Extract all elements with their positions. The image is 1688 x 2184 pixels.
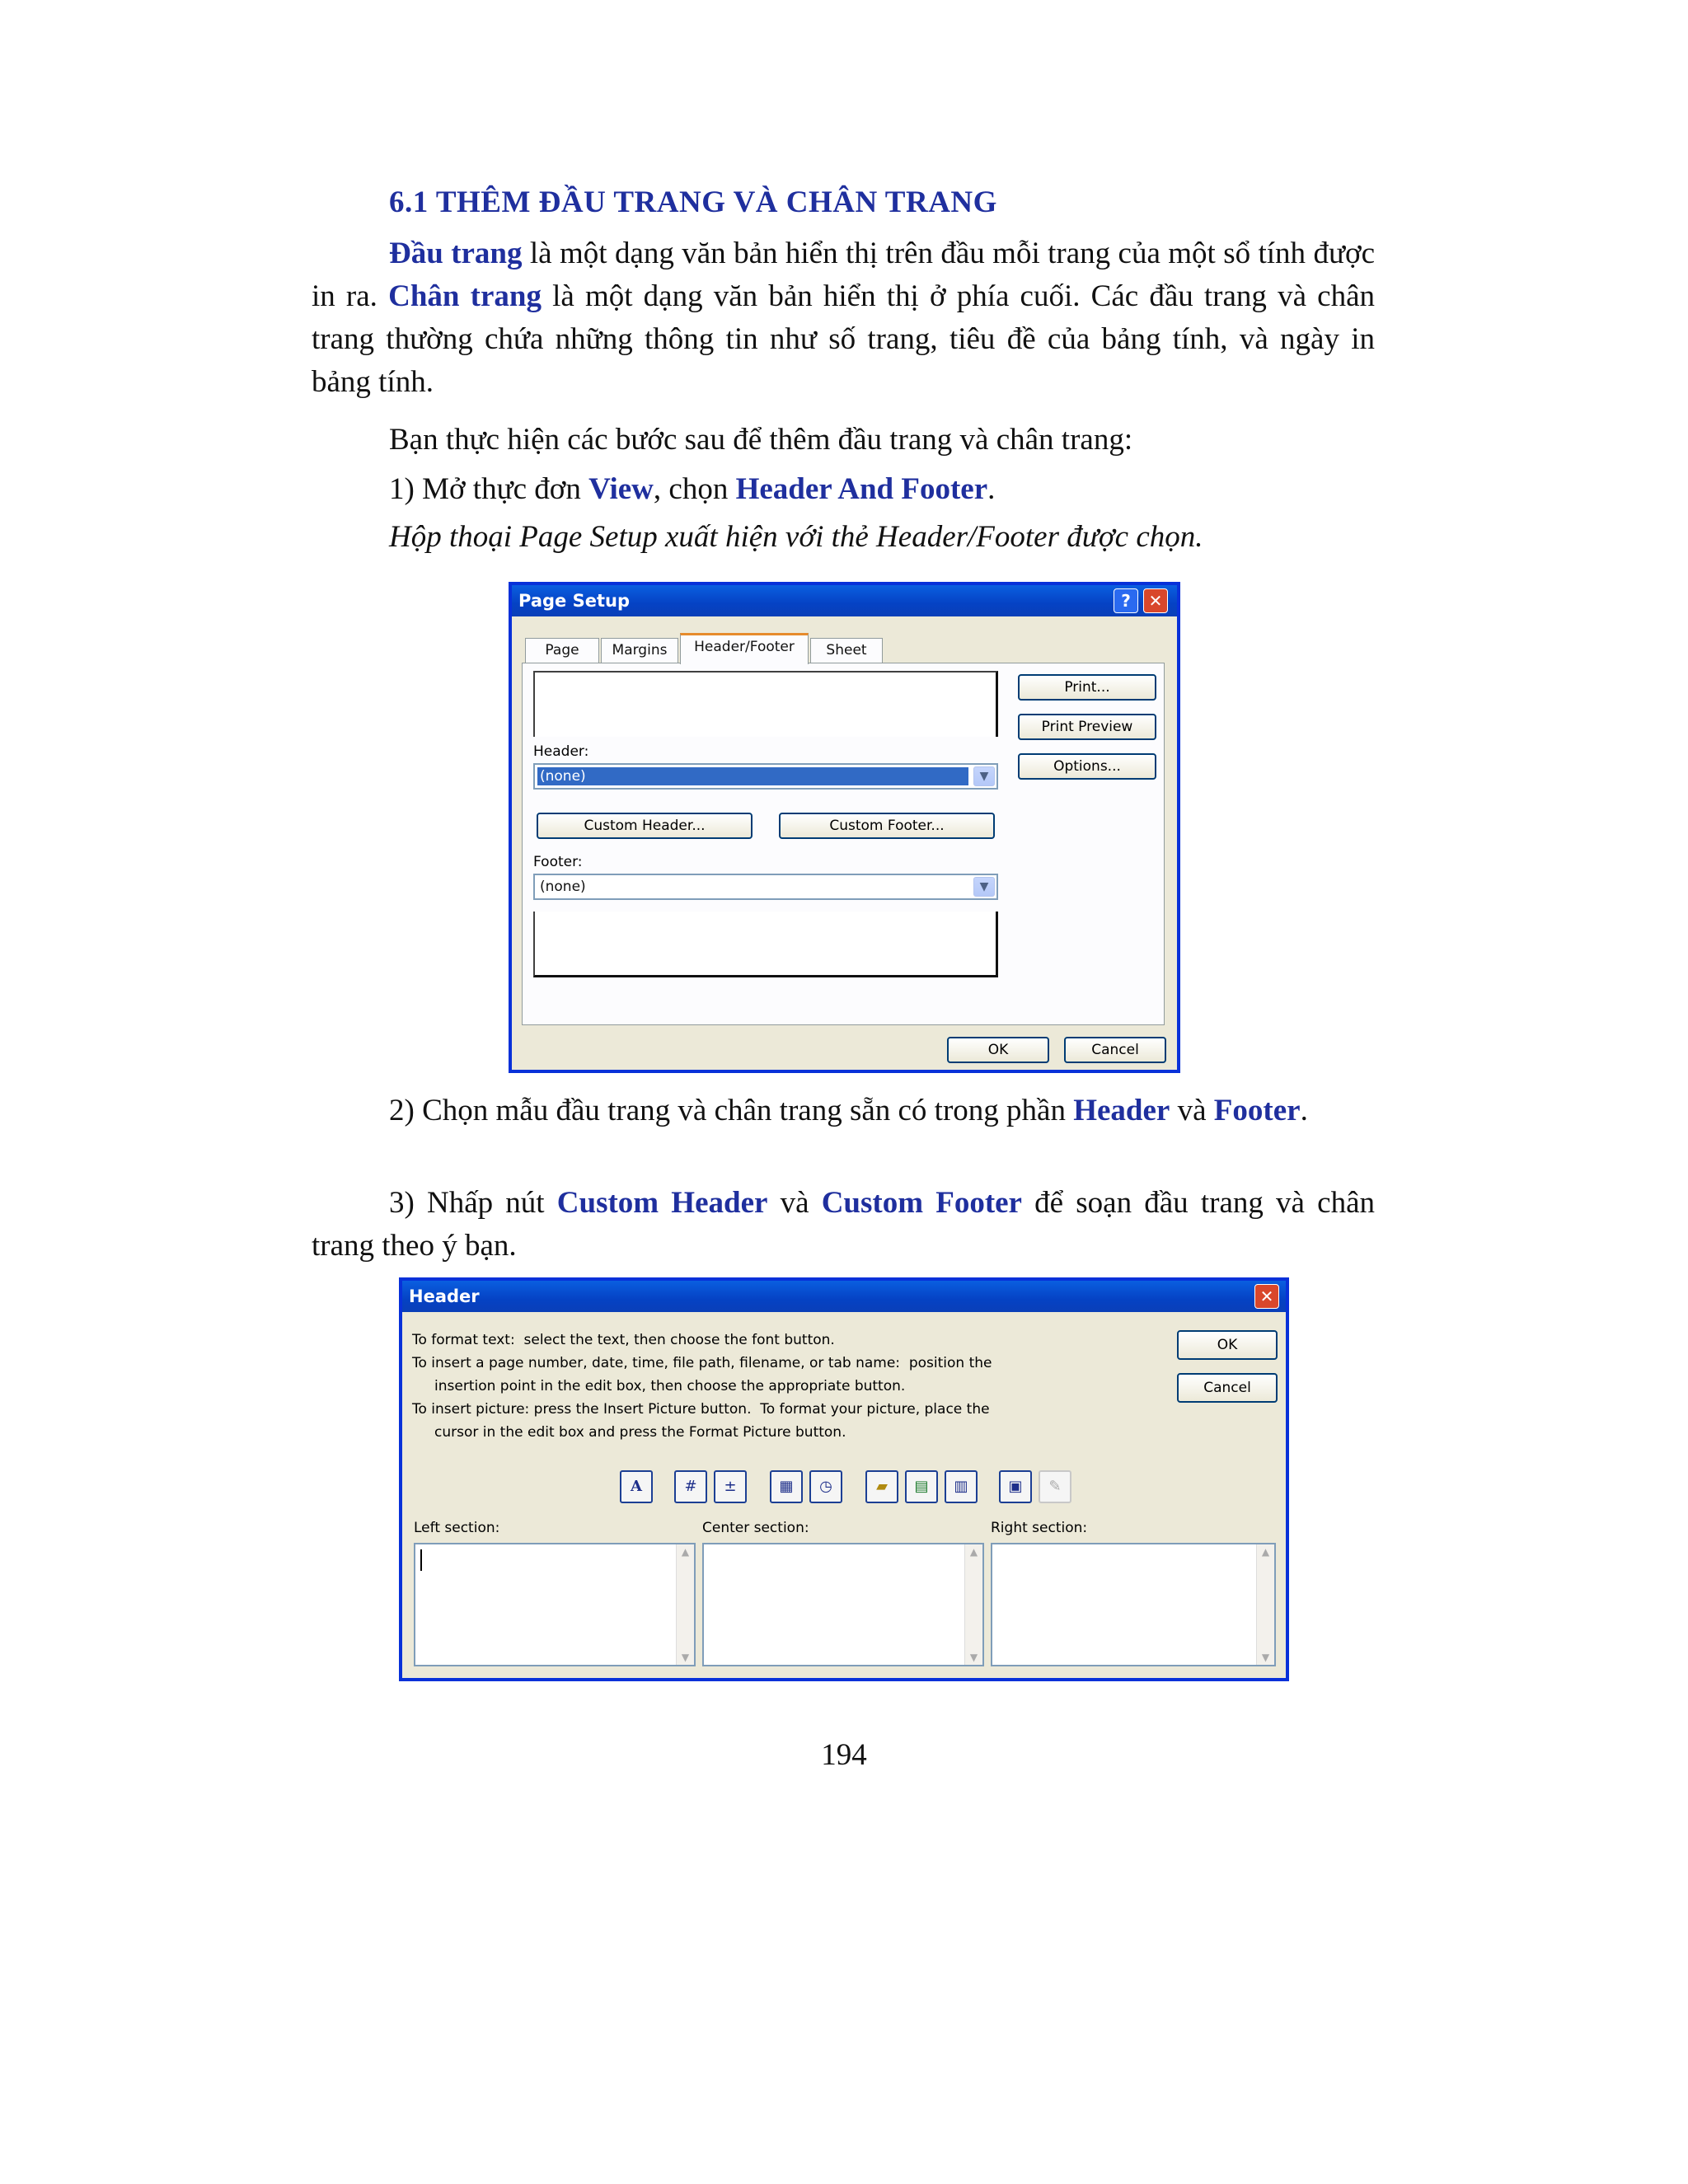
close-button[interactable]: ✕ <box>1143 588 1168 613</box>
tab-margins[interactable]: Margins <box>601 638 678 663</box>
header-label: Header: <box>533 743 589 760</box>
cancel-button[interactable]: Cancel <box>1177 1373 1278 1403</box>
print-preview-button[interactable]: Print Preview <box>1018 714 1156 740</box>
step-1-note: Hộp thoại Page Setup xuất hiện với thẻ Header/Footer được chọn. <box>389 520 1203 554</box>
right-section-label: Right section: <box>991 1520 1088 1536</box>
right-section-input[interactable] <box>991 1543 1276 1666</box>
date-icon[interactable]: ▦ <box>770 1470 803 1503</box>
footer-label: Footer: <box>533 854 583 870</box>
format-picture-icon: ✎ <box>1039 1470 1071 1503</box>
instruction-line-1: To format text: select the text, then choose the font button. <box>412 1332 835 1348</box>
chevron-down-icon[interactable]: ▼ <box>973 766 995 786</box>
custom-footer-button[interactable]: Custom Footer... <box>779 813 995 839</box>
step-2: 2) Chọn mẫu đầu trang và chân trang sẵn có trong phần Header và Footer. <box>389 1094 1308 1127</box>
left-section-input[interactable] <box>414 1543 696 1666</box>
header-dialog-titlebar: Header <box>402 1281 1286 1312</box>
center-section-input[interactable] <box>702 1543 984 1666</box>
time-icon[interactable]: ◷ <box>809 1470 842 1503</box>
help-button[interactable]: ? <box>1114 588 1138 613</box>
page-number-icon[interactable]: # <box>674 1470 707 1503</box>
custom-header-button[interactable]: Custom Header... <box>537 813 753 839</box>
scrollbar[interactable]: ▲ ▼ <box>676 1544 694 1665</box>
footer-select[interactable] <box>533 874 998 900</box>
instruction-line-3: insertion point in the edit box, then choose the appropriate button. <box>412 1378 906 1394</box>
instruction-line-2: To insert a page number, date, time, file path, filename, or tab name: position the <box>412 1355 992 1371</box>
sheet-name-icon[interactable]: ▥ <box>945 1470 978 1503</box>
insert-picture-icon[interactable]: ▣ <box>999 1470 1032 1503</box>
step-3: 3) Nhấp nút Custom Header và Custom Footer để soạn đầu trang và chân trang theo ý bạn. <box>312 1186 1375 1263</box>
term-footer: Chân trang <box>388 279 542 313</box>
tab-sheet[interactable]: Sheet <box>810 638 883 663</box>
scrollbar[interactable]: ▲ ▼ <box>964 1544 982 1665</box>
instruction-line-4: To insert picture: press the Insert Picture button. To format your picture, place the <box>412 1401 990 1418</box>
ok-button[interactable]: OK <box>947 1037 1049 1063</box>
page-number: 194 <box>821 1738 867 1772</box>
scrollbar[interactable]: ▲ ▼ <box>1256 1544 1274 1665</box>
cancel-button[interactable]: Cancel <box>1064 1037 1166 1063</box>
print-button[interactable]: Print... <box>1018 674 1156 701</box>
footer-preview <box>533 912 998 977</box>
text-cursor <box>420 1549 422 1571</box>
options-button[interactable]: Options... <box>1018 753 1156 780</box>
left-section-label: Left section: <box>414 1520 500 1536</box>
page-setup-titlebar: Page Setup <box>512 585 1177 616</box>
intro-paragraph: Đầu trang là một dạng văn bản hiển thị trên đầu mỗi trang của một sổ tính được in ra. Chân trang là một dạng văn bản hiển thị ở phía cuối. Các đầu trang và chân trang thường chứa những thông tin như số trang, tiêu đề của bảng tính, và ngày in bảng tính. <box>312 237 1376 399</box>
header-dialog <box>399 1277 1289 1681</box>
close-button[interactable]: ✕ <box>1254 1284 1279 1309</box>
term-header: Đầu trang <box>389 237 523 270</box>
font-icon[interactable]: A <box>620 1470 653 1503</box>
ok-button[interactable]: OK <box>1177 1330 1278 1360</box>
instruction-line-5: cursor in the edit box and press the Format Picture button. <box>412 1424 846 1441</box>
steps-intro: Bạn thực hiện các bước sau để thêm đầu trang và chân trang: <box>389 423 1133 457</box>
header-preview <box>533 671 998 737</box>
tab-page[interactable]: Page <box>525 638 599 663</box>
tab-header-footer[interactable]: Header/Footer <box>680 633 809 664</box>
header-selected-value: (none) <box>537 767 968 785</box>
center-section-label: Center section: <box>702 1520 809 1536</box>
page-setup-dialog <box>509 582 1180 1073</box>
filename-icon[interactable]: ▤ <box>905 1470 938 1503</box>
step-1: 1) Mở thực đơn View, chọn Header And Footer. <box>389 472 996 506</box>
header-select[interactable] <box>533 763 998 790</box>
total-pages-icon[interactable]: ± <box>714 1470 747 1503</box>
chevron-down-icon[interactable]: ▼ <box>973 877 995 897</box>
footer-selected-value: (none) <box>540 879 586 895</box>
section-heading: 6.1 THÊM ĐẦU TRANG VÀ CHÂN TRANG <box>389 185 997 219</box>
file-path-icon[interactable]: ▰ <box>865 1470 898 1503</box>
